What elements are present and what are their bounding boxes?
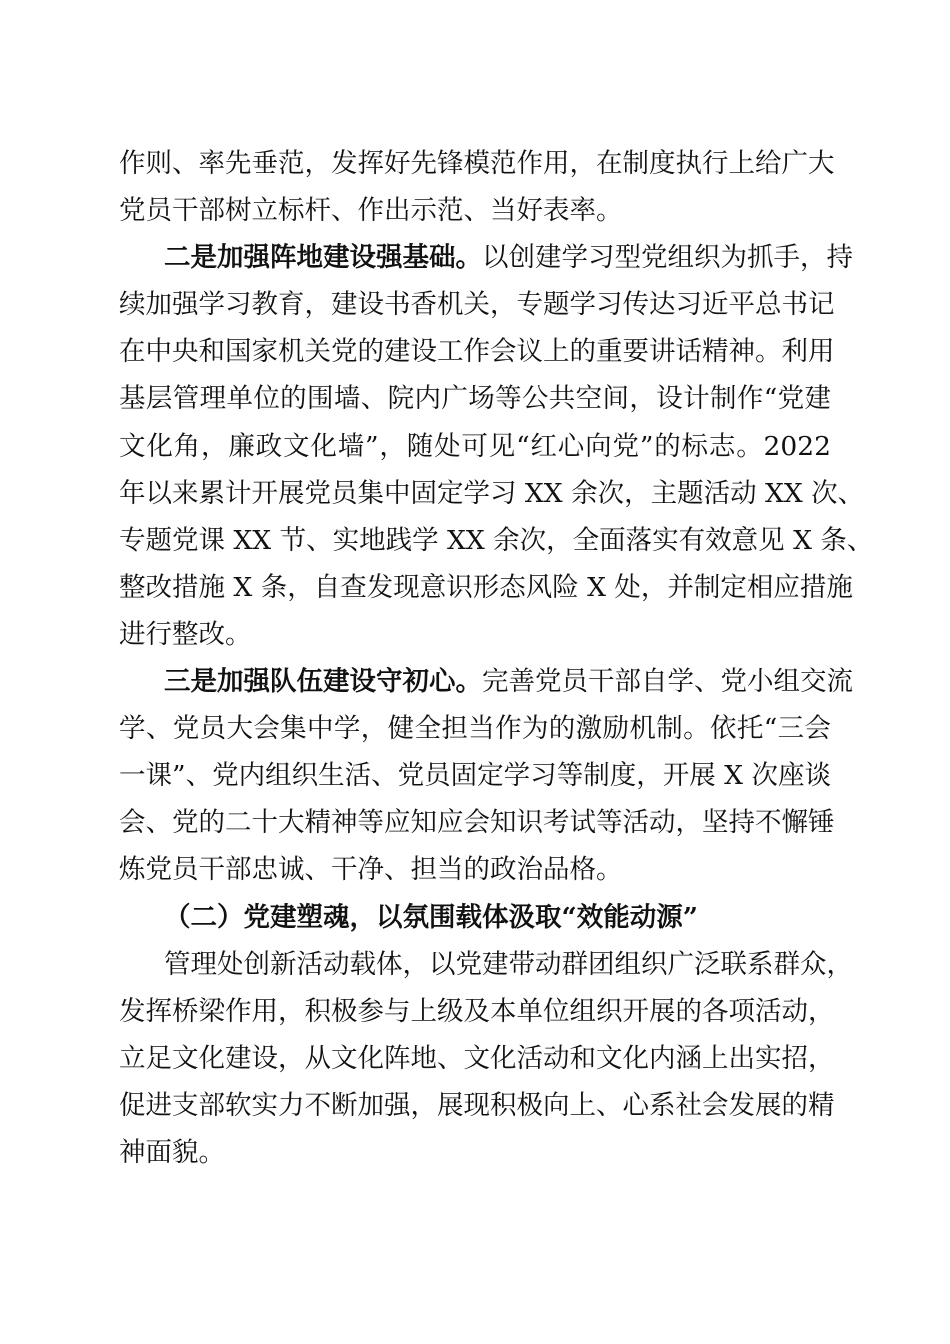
- paragraph-line: 进行整改。: [119, 618, 252, 650]
- section-heading-text: （二）党建塑魂，以氛围载体汲取“效能动源”: [164, 901, 698, 933]
- paragraph-line-rest: 完善党员干部自学、党小组交流: [482, 666, 853, 698]
- paragraph-3: [119, 658, 853, 893]
- paragraph-line-rest: 以创建学习型党组织为抓手，持: [482, 242, 853, 274]
- paragraph-line: 发挥桥梁作用，积极参与上级及本单位组织开展的各项活动，: [119, 995, 835, 1027]
- paragraph-line: 促进支部软实力不断加强，展现积极向上、心系社会发展的精: [119, 1089, 835, 1121]
- paragraph-line: 立足文化建设，从文化阵地、文化活动和文化内涵上出实招，: [119, 1042, 835, 1074]
- paragraph-line: 神面貌。: [119, 1136, 225, 1168]
- paragraph-line: 文化角，廉政文化墙”，随处可见“红心向党”的标志。2022: [119, 430, 831, 462]
- paragraph-line: 专题党课 XX 节、实地践学 XX 余次，全面落实有效意见 X 条、: [119, 524, 874, 556]
- paragraph-line: 学、党员大会集中学，健全担当作为的激励机制。依托“三会: [119, 713, 831, 745]
- paragraph-line: 党员干部树立标杆、作出示范、当好表率。: [119, 195, 623, 227]
- paragraph-line: 在中央和国家机关党的建设工作会议上的重要讲话精神。利用: [119, 336, 835, 368]
- paragraph-2: [119, 234, 874, 658]
- paragraph-line: 续加强学习教育，建设书香机关，专题学习传达习近平总书记: [119, 289, 835, 321]
- paragraph-1: [119, 140, 835, 234]
- paragraph-4: [119, 941, 853, 1176]
- paragraph-line: 整改措施 X 条，自查发现意识形态风险 X 处，并制定相应措施: [119, 571, 853, 603]
- paragraph-first-line: [119, 234, 853, 281]
- paragraph-line: 基层管理单位的围墙、院内广场等公共空间，设计制作“党建: [119, 383, 831, 415]
- paragraph-line: 年以来累计开展党员集中固定学习 XX 余次，主题活动 XX 次、: [119, 477, 865, 509]
- paragraph-heading: 二是加强阵地建设强基础。: [164, 242, 482, 274]
- paragraph-line: 作则、率先垂范，发挥好先锋模范作用，在制度执行上给广大: [119, 148, 835, 179]
- paragraph-heading: 三是加强队伍建设守初心。: [164, 666, 482, 698]
- paragraph-line: 会、党的二十大精神等应知应会知识考试等活动，坚持不懈锤: [119, 807, 835, 839]
- document-body: [119, 140, 874, 1176]
- section-heading: [119, 894, 831, 941]
- paragraph-line: 炼党员干部忠诚、干净、担当的政治品格。: [119, 854, 623, 886]
- paragraph-first-line: [119, 658, 853, 705]
- paragraph-line: 管理处创新活动载体，以党建带动群团组织广泛联系群众，: [164, 948, 853, 980]
- paragraph-line: 一课”、党内组织生活、党员固定学习等制度，开展 X 次座谈: [119, 760, 831, 792]
